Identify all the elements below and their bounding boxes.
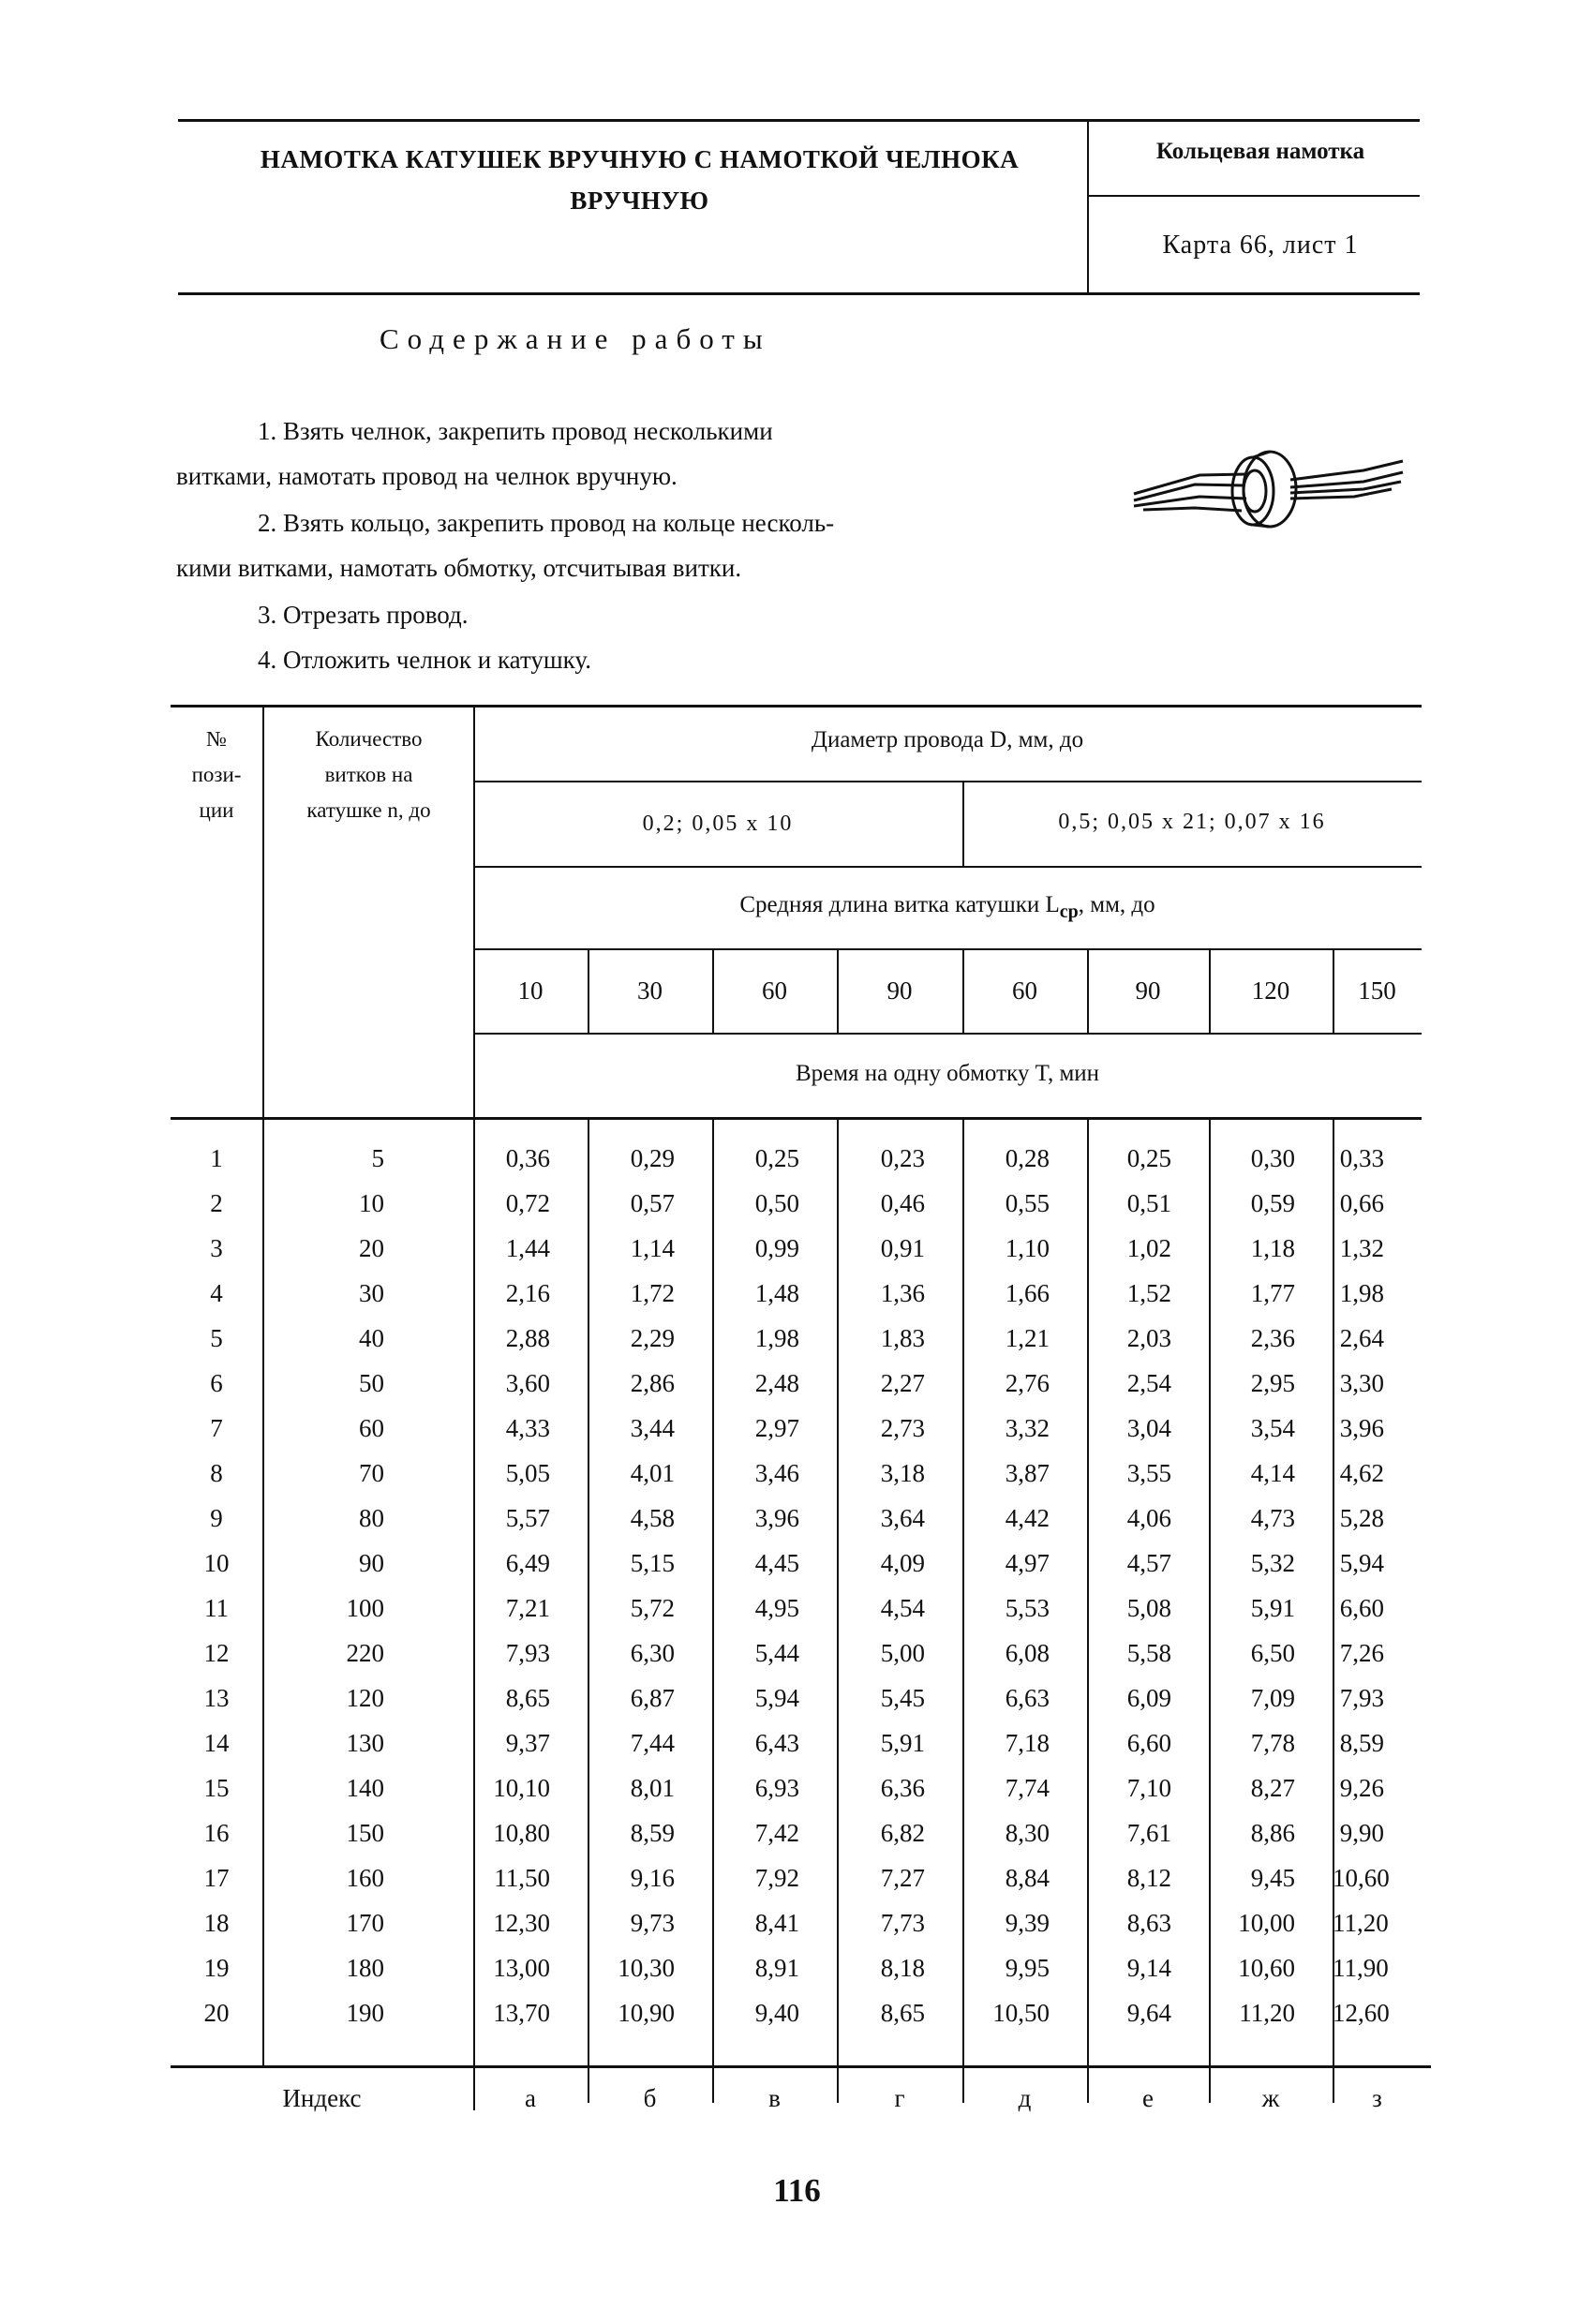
- row-position: 10: [203, 1549, 230, 1577]
- row-time-value: 0,91: [880, 1234, 925, 1262]
- row-time-value: 1,77: [1250, 1279, 1295, 1307]
- row-time-value: 2,54: [1126, 1369, 1171, 1397]
- rule-header-bottom: [171, 1117, 1422, 1120]
- row-time-value: 9,16: [630, 1864, 675, 1892]
- row-time-value: 7,93: [505, 1639, 550, 1667]
- row-time-value: 8,01: [630, 1774, 675, 1802]
- row-position: 15: [203, 1774, 230, 1802]
- length-header-text: Средняя длина витка катушки L: [739, 892, 1060, 917]
- row-time-value: 0,23: [880, 1144, 925, 1172]
- row-time-value: 1,52: [1126, 1279, 1171, 1307]
- row-time-value: 6,36: [880, 1774, 925, 1802]
- index-label: Индекс: [282, 2084, 362, 2112]
- table-top-rule: [171, 705, 1422, 708]
- index-letter: а: [525, 2084, 536, 2112]
- row-time-value: 9,40: [754, 1999, 799, 2027]
- row-turns: 80: [359, 1504, 384, 1532]
- length-value: 90: [886, 976, 913, 1005]
- row-time-value: 0,59: [1250, 1189, 1295, 1217]
- row-turns: 40: [359, 1324, 384, 1352]
- table-row: [0, 1810, 1594, 1855]
- length-value: 90: [1135, 976, 1161, 1005]
- row-time-value: 9,14: [1126, 1954, 1171, 1982]
- row-time-value: 1,14: [630, 1234, 675, 1262]
- row-time-value: 6,60: [1126, 1729, 1171, 1757]
- row-time-value: 6,49: [505, 1549, 550, 1577]
- row-time-value: 4,54: [880, 1594, 925, 1622]
- row-time-value: 8,91: [754, 1954, 799, 1982]
- row-time-value: 3,32: [1005, 1414, 1050, 1442]
- row-turns: 190: [346, 1999, 384, 2027]
- col-position-header: [171, 722, 262, 828]
- table-row: [0, 1451, 1594, 1496]
- step-line-5: 3. Отрезать провод.: [258, 601, 469, 629]
- row-time-value: 0,36: [505, 1144, 550, 1172]
- index-letter: е: [1142, 2084, 1154, 2112]
- index-letter: д: [1018, 2084, 1032, 2112]
- length-header-subscript: ср: [1059, 901, 1079, 922]
- row-time-value: 3,54: [1250, 1414, 1295, 1442]
- row-turns: 160: [346, 1864, 384, 1892]
- page-title-line1: НАМОТКА КАТУШЕК ВРУЧНУЮ С НАМОТКОЙ ЧЕЛНОКА: [260, 145, 1020, 173]
- length-value: 60: [762, 976, 787, 1005]
- row-turns: 120: [346, 1684, 384, 1712]
- row-turns: 5: [371, 1144, 384, 1172]
- row-time-value: 6,63: [1005, 1684, 1050, 1712]
- rule-body-bottom: [171, 2065, 1431, 2068]
- row-time-value: 3,60: [505, 1369, 550, 1397]
- header-top-rule: [178, 119, 1420, 122]
- row-turns: 150: [346, 1819, 384, 1847]
- row-time-value: 1,02: [1126, 1234, 1171, 1262]
- row-time-value: 3,96: [1339, 1414, 1384, 1442]
- row-time-value: 1,10: [1005, 1234, 1050, 1262]
- row-position: 4: [210, 1279, 223, 1307]
- row-time-value: 8,65: [505, 1684, 550, 1712]
- row-time-value: 9,95: [1005, 1954, 1050, 1982]
- ring-coil-illustration: [1129, 433, 1410, 536]
- index-letter: ж: [1261, 2084, 1280, 2112]
- row-time-value: 11,20: [1239, 1999, 1295, 2027]
- row-time-value: 0,57: [630, 1189, 675, 1217]
- row-time-value: 10,30: [618, 1954, 675, 1982]
- row-time-value: 5,91: [880, 1729, 925, 1757]
- row-time-value: 0,72: [505, 1189, 550, 1217]
- row-time-value: 8,41: [754, 1909, 799, 1937]
- row-time-value: 5,28: [1339, 1504, 1384, 1532]
- row-time-value: 6,30: [630, 1639, 675, 1667]
- rule-lengths: [473, 1033, 1422, 1035]
- length-value: 10: [517, 976, 544, 1005]
- row-time-value: 9,73: [630, 1909, 675, 1937]
- length-value: 60: [1012, 976, 1037, 1005]
- row-time-value: 4,42: [1005, 1504, 1050, 1532]
- row-time-value: 13,70: [493, 1999, 550, 2027]
- row-time-value: 8,30: [1005, 1819, 1050, 1847]
- row-time-value: 2,48: [754, 1369, 799, 1397]
- row-position: 16: [203, 1819, 230, 1847]
- table-row: [0, 1900, 1594, 1945]
- row-time-value: 2,86: [630, 1369, 675, 1397]
- col-turns-line1: Количество: [315, 727, 423, 751]
- row-time-value: 2,36: [1250, 1324, 1295, 1352]
- time-header: Время на одну обмотку T, мин: [795, 1061, 1100, 1086]
- row-time-value: 11,90: [1333, 1954, 1389, 1982]
- col-turns-line2: витков на: [324, 763, 413, 786]
- row-time-value: 5,15: [630, 1549, 675, 1577]
- row-time-value: 1,18: [1250, 1234, 1295, 1262]
- row-time-value: 7,09: [1250, 1684, 1295, 1712]
- row-time-value: 11,50: [494, 1864, 550, 1892]
- row-time-value: 7,92: [754, 1864, 799, 1892]
- rule-diameter: [473, 781, 1422, 782]
- row-time-value: 5,57: [505, 1504, 550, 1532]
- row-position: 17: [203, 1864, 230, 1892]
- row-time-value: 1,98: [754, 1324, 799, 1352]
- row-time-value: 11,20: [1333, 1909, 1389, 1937]
- row-time-value: 7,42: [754, 1819, 799, 1847]
- row-time-value: 0,25: [754, 1144, 799, 1172]
- step-line-1: 1. Взять челнок, закрепить провод несколькими: [258, 417, 773, 445]
- row-position: 11: [204, 1594, 229, 1622]
- table-row: [0, 1361, 1594, 1406]
- step-line-4: кими витками, намотать обмотку, отсчитывая витки.: [176, 554, 742, 582]
- row-time-value: 4,57: [1126, 1549, 1171, 1577]
- row-position: 19: [203, 1954, 230, 1982]
- table-row: [0, 1631, 1594, 1676]
- length-value: 30: [637, 976, 663, 1005]
- row-time-value: 6,82: [880, 1819, 925, 1847]
- row-time-value: 7,61: [1126, 1819, 1171, 1847]
- col-position-line2: пози-: [191, 763, 242, 786]
- table-row: [0, 1721, 1594, 1765]
- row-time-value: 0,99: [754, 1234, 799, 1262]
- row-position: 5: [210, 1324, 223, 1352]
- row-time-value: 1,48: [754, 1279, 799, 1307]
- row-time-value: 10,00: [1238, 1909, 1295, 1937]
- row-time-value: 7,74: [1005, 1774, 1050, 1802]
- row-time-value: 4,62: [1339, 1459, 1384, 1487]
- row-time-value: 8,86: [1250, 1819, 1295, 1847]
- row-time-value: 12,60: [1333, 1999, 1390, 2027]
- row-time-value: 7,73: [880, 1909, 925, 1937]
- row-time-value: 1,44: [505, 1234, 550, 1262]
- table-row: [0, 1765, 1594, 1810]
- row-time-value: 10,50: [992, 1999, 1050, 2027]
- row-time-value: 5,94: [754, 1684, 799, 1712]
- row-time-value: 0,25: [1126, 1144, 1171, 1172]
- row-time-value: 2,03: [1126, 1324, 1171, 1352]
- row-time-value: 4,33: [505, 1414, 550, 1442]
- row-turns: 130: [346, 1729, 384, 1757]
- row-time-value: 5,72: [630, 1594, 675, 1622]
- row-time-value: 1,32: [1339, 1234, 1384, 1262]
- table-row: [0, 1136, 1594, 1181]
- row-time-value: 0,51: [1126, 1189, 1171, 1217]
- row-position: 14: [203, 1729, 230, 1757]
- row-time-value: 0,66: [1339, 1189, 1384, 1217]
- row-time-value: 2,73: [880, 1414, 925, 1442]
- row-turns: 70: [359, 1459, 384, 1487]
- card-number: Карта 66, лист 1: [1162, 231, 1359, 260]
- row-time-value: 7,26: [1339, 1639, 1384, 1667]
- table-row: [0, 1990, 1594, 2035]
- row-time-value: 2,95: [1250, 1369, 1295, 1397]
- row-time-value: 9,26: [1339, 1774, 1384, 1802]
- row-time-value: 4,45: [754, 1549, 799, 1577]
- index-letter: г: [894, 2084, 905, 2112]
- row-time-value: 7,93: [1339, 1684, 1384, 1712]
- row-time-value: 2,16: [505, 1279, 550, 1307]
- row-time-value: 6,60: [1339, 1594, 1384, 1622]
- row-time-value: 9,45: [1250, 1864, 1295, 1892]
- row-time-value: 3,18: [880, 1459, 925, 1487]
- table-row: [0, 1586, 1594, 1631]
- row-time-value: 10,10: [493, 1774, 550, 1802]
- row-turns: 220: [346, 1639, 384, 1667]
- diameter-group-2: 0,5; 0,05 x 21; 0,07 x 16: [1058, 810, 1326, 834]
- index-letter: б: [643, 2084, 657, 2112]
- index-letter: в: [768, 2084, 781, 2112]
- header-bottom-rule: [178, 292, 1420, 295]
- row-time-value: 3,87: [1005, 1459, 1050, 1487]
- table-row: [0, 1271, 1594, 1316]
- row-turns: 90: [359, 1549, 384, 1577]
- row-turns: 180: [346, 1954, 384, 1982]
- table-row: [0, 1226, 1594, 1271]
- row-time-value: 4,73: [1250, 1504, 1295, 1532]
- row-time-value: 7,21: [505, 1594, 550, 1622]
- table-row: [0, 1945, 1594, 1990]
- row-time-value: 2,64: [1339, 1324, 1384, 1352]
- row-turns: 140: [346, 1774, 384, 1802]
- row-time-value: 2,29: [630, 1324, 675, 1352]
- step-line-2: витками, намотать провод на челнок вручную.: [176, 462, 678, 490]
- page-title: [192, 139, 1087, 221]
- row-time-value: 8,18: [880, 1954, 925, 1982]
- length-value: 150: [1358, 976, 1396, 1005]
- row-time-value: 6,09: [1126, 1684, 1171, 1712]
- row-time-value: 8,63: [1126, 1909, 1171, 1937]
- table-row: [0, 1496, 1594, 1541]
- row-turns: 20: [359, 1234, 384, 1262]
- row-time-value: 12,30: [493, 1909, 550, 1937]
- row-time-value: 7,18: [1005, 1729, 1050, 1757]
- row-time-value: 0,46: [880, 1189, 925, 1217]
- row-time-value: 4,01: [630, 1459, 675, 1487]
- table-row: [0, 1855, 1594, 1900]
- row-time-value: 8,84: [1005, 1864, 1050, 1892]
- row-time-value: 10,60: [1333, 1864, 1390, 1892]
- row-position: 6: [210, 1369, 223, 1397]
- row-position: 2: [210, 1189, 223, 1217]
- row-time-value: 0,33: [1339, 1144, 1384, 1172]
- row-time-value: 6,08: [1005, 1639, 1050, 1667]
- table-row: [0, 1181, 1594, 1226]
- row-time-value: 6,87: [630, 1684, 675, 1712]
- length-header: [473, 892, 1422, 923]
- row-time-value: 4,95: [754, 1594, 799, 1622]
- row-time-value: 7,27: [880, 1864, 925, 1892]
- row-turns: 30: [359, 1279, 384, 1307]
- row-time-value: 10,60: [1238, 1954, 1295, 1982]
- row-time-value: 8,59: [1339, 1729, 1384, 1757]
- table-row: [0, 1316, 1594, 1361]
- row-time-value: 2,88: [505, 1324, 550, 1352]
- step-line-6: 4. Отложить челнок и катушку.: [258, 646, 591, 674]
- length-header-unit: , мм, до: [1078, 892, 1155, 917]
- row-time-value: 1,72: [630, 1279, 675, 1307]
- row-time-value: 0,29: [630, 1144, 675, 1172]
- row-time-value: 1,66: [1005, 1279, 1050, 1307]
- col-turns-header: [264, 722, 473, 828]
- rule-groups: [473, 866, 1422, 868]
- row-time-value: 4,09: [880, 1549, 925, 1577]
- row-turns: 10: [359, 1189, 384, 1217]
- col-turns-line3: катушке n, до: [306, 798, 431, 822]
- index-letter: з: [1372, 2084, 1382, 2112]
- table-row: [0, 1541, 1594, 1586]
- row-time-value: 8,65: [880, 1999, 925, 2027]
- row-time-value: 5,44: [754, 1639, 799, 1667]
- diameter-header: Диаметр провода D, мм, до: [811, 727, 1084, 752]
- row-time-value: 2,97: [754, 1414, 799, 1442]
- row-time-value: 3,04: [1126, 1414, 1171, 1442]
- row-time-value: 3,64: [880, 1504, 925, 1532]
- row-turns: 100: [346, 1594, 384, 1622]
- row-time-value: 8,27: [1250, 1774, 1295, 1802]
- row-position: 3: [210, 1234, 223, 1262]
- row-time-value: 7,78: [1250, 1729, 1295, 1757]
- row-time-value: 4,97: [1005, 1549, 1050, 1577]
- row-time-value: 5,00: [880, 1639, 925, 1667]
- header-divider: [1087, 119, 1089, 294]
- row-time-value: 1,36: [880, 1279, 925, 1307]
- row-time-value: 2,27: [880, 1369, 925, 1397]
- length-value: 120: [1251, 976, 1290, 1005]
- row-time-value: 5,05: [505, 1459, 550, 1487]
- content-heading: Содержание работы: [380, 322, 771, 355]
- step-line-3: 2. Взять кольцо, закрепить провод на кольце несколь-: [258, 509, 835, 537]
- row-time-value: 6,50: [1250, 1639, 1295, 1667]
- row-position: 13: [203, 1684, 230, 1712]
- row-time-value: 13,00: [493, 1954, 550, 1982]
- table-row: [0, 1676, 1594, 1721]
- row-time-value: 5,08: [1126, 1594, 1171, 1622]
- row-time-value: 5,94: [1339, 1549, 1384, 1577]
- row-time-value: 5,32: [1250, 1549, 1295, 1577]
- row-time-value: 9,64: [1126, 1999, 1171, 2027]
- row-time-value: 5,58: [1126, 1639, 1171, 1667]
- row-time-value: 0,30: [1250, 1144, 1295, 1172]
- row-time-value: 3,44: [630, 1414, 675, 1442]
- row-time-value: 0,55: [1005, 1189, 1050, 1217]
- row-time-value: 7,44: [630, 1729, 675, 1757]
- row-time-value: 0,28: [1005, 1144, 1050, 1172]
- header-right-rule: [1087, 195, 1420, 197]
- row-time-value: 1,21: [1005, 1324, 1050, 1352]
- row-time-value: 10,90: [618, 1999, 675, 2027]
- row-time-value: 2,76: [1005, 1369, 1050, 1397]
- row-time-value: 6,93: [754, 1774, 799, 1802]
- row-position: 9: [210, 1504, 223, 1532]
- row-time-value: 3,30: [1339, 1369, 1384, 1397]
- row-time-value: 5,53: [1005, 1594, 1050, 1622]
- row-time-value: 3,96: [754, 1504, 799, 1532]
- row-time-value: 7,10: [1126, 1774, 1171, 1802]
- row-time-value: 4,06: [1126, 1504, 1171, 1532]
- row-time-value: 9,37: [505, 1729, 550, 1757]
- row-position: 18: [203, 1909, 230, 1937]
- row-turns: 50: [359, 1369, 384, 1397]
- row-time-value: 10,80: [493, 1819, 550, 1847]
- col-position-line3: ции: [199, 798, 234, 822]
- row-time-value: 8,59: [630, 1819, 675, 1847]
- row-position: 7: [210, 1414, 223, 1442]
- row-time-value: 1,98: [1339, 1279, 1384, 1307]
- rule-length: [473, 948, 1422, 950]
- row-time-value: 9,90: [1339, 1819, 1384, 1847]
- row-turns: 170: [346, 1909, 384, 1937]
- row-time-value: 6,43: [754, 1729, 799, 1757]
- row-turns: 60: [359, 1414, 384, 1442]
- row-time-value: 4,14: [1250, 1459, 1295, 1487]
- page-title-line2: ВРУЧНУЮ: [570, 186, 709, 215]
- row-position: 12: [203, 1639, 230, 1667]
- row-time-value: 1,83: [880, 1324, 925, 1352]
- row-time-value: 0,50: [754, 1189, 799, 1217]
- row-time-value: 3,55: [1126, 1459, 1171, 1487]
- col-position-line1: №: [206, 727, 227, 751]
- row-position: 1: [210, 1144, 223, 1172]
- row-time-value: 9,39: [1005, 1909, 1050, 1937]
- winding-type-label: Кольцевая намотка: [1155, 139, 1365, 164]
- row-time-value: 5,91: [1250, 1594, 1295, 1622]
- diameter-group-1: 0,2; 0,05 x 10: [642, 812, 794, 836]
- row-time-value: 4,58: [630, 1504, 675, 1532]
- table-row: [0, 1406, 1594, 1451]
- row-position: 20: [203, 1999, 230, 2027]
- page-number: 116: [773, 2172, 821, 2209]
- row-time-value: 5,45: [880, 1684, 925, 1712]
- row-position: 8: [210, 1459, 223, 1487]
- row-time-value: 8,12: [1126, 1864, 1171, 1892]
- row-time-value: 3,46: [754, 1459, 799, 1487]
